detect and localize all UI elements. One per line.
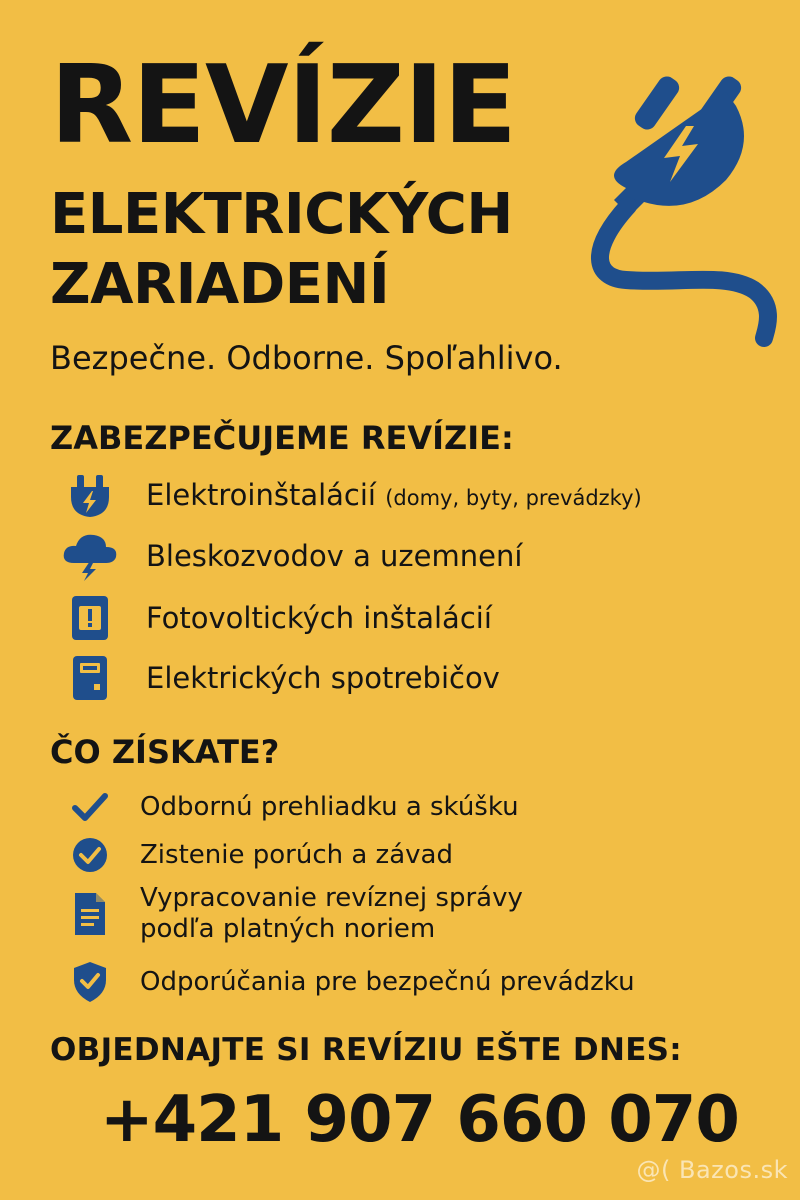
shield-check-icon <box>62 957 118 1007</box>
service-label-note: (domy, byty, prevádzky) <box>385 485 642 510</box>
service-item-electroinstallations <box>62 471 642 521</box>
poster-subtitle <box>50 180 513 320</box>
benefit-label-line-2: podľa platných noriem <box>140 914 436 944</box>
document-icon <box>62 889 118 939</box>
service-item-lightning-rods <box>62 531 522 581</box>
check-circle-icon <box>62 830 118 880</box>
service-item-photovoltaics <box>62 593 492 643</box>
services-heading: ZABEZPEČUJEME REVÍZIE: <box>50 419 514 457</box>
benefit-item-report <box>62 883 523 945</box>
benefit-label-line-1: Vypracovanie revíznej správy <box>140 883 523 913</box>
tagline: Bezpečne. Odborne. Spoľahlivo. <box>50 339 563 377</box>
benefit-item-faults <box>62 830 453 880</box>
benefit-label <box>140 883 523 945</box>
service-label-main: Elektroinštalácií <box>146 477 376 512</box>
plug-icon <box>62 471 118 521</box>
watermark: @( Bazos.sk <box>636 1156 788 1184</box>
checkmark-icon <box>62 782 118 832</box>
benefit-label: Zistenie porúch a závad <box>140 839 453 870</box>
plug-cable-lightning-icon <box>586 40 786 350</box>
service-label: Fotovoltických inštalácií <box>146 601 492 635</box>
storm-cloud-icon <box>62 531 118 581</box>
phone-number: +421 907 660 070 <box>100 1083 739 1157</box>
benefit-label: Odporúčania pre bezpečnú prevádzku <box>140 966 635 997</box>
benefits-heading: ČO ZÍSKATE? <box>50 733 280 771</box>
service-label: Bleskozvodov a uzemnení <box>146 539 523 573</box>
benefit-item-recommendations <box>62 957 635 1007</box>
benefit-item-inspection <box>62 782 519 832</box>
warning-panel-icon <box>62 593 118 643</box>
subtitle-line-1: ELEKTRICKÝCH <box>50 182 513 247</box>
benefit-label: Odbornú prehliadku a skúšku <box>140 791 519 822</box>
subtitle-line-2: ZARIADENÍ <box>50 252 390 317</box>
service-item-appliances <box>62 653 500 703</box>
poster-title: REVÍZIE <box>50 43 516 168</box>
service-label: Elektrických spotrebičov <box>146 661 500 695</box>
service-label <box>146 478 642 515</box>
call-to-action: OBJEDNAJTE SI REVÍZIU EŠTE DNES: <box>50 1032 683 1068</box>
appliance-icon <box>62 653 118 703</box>
